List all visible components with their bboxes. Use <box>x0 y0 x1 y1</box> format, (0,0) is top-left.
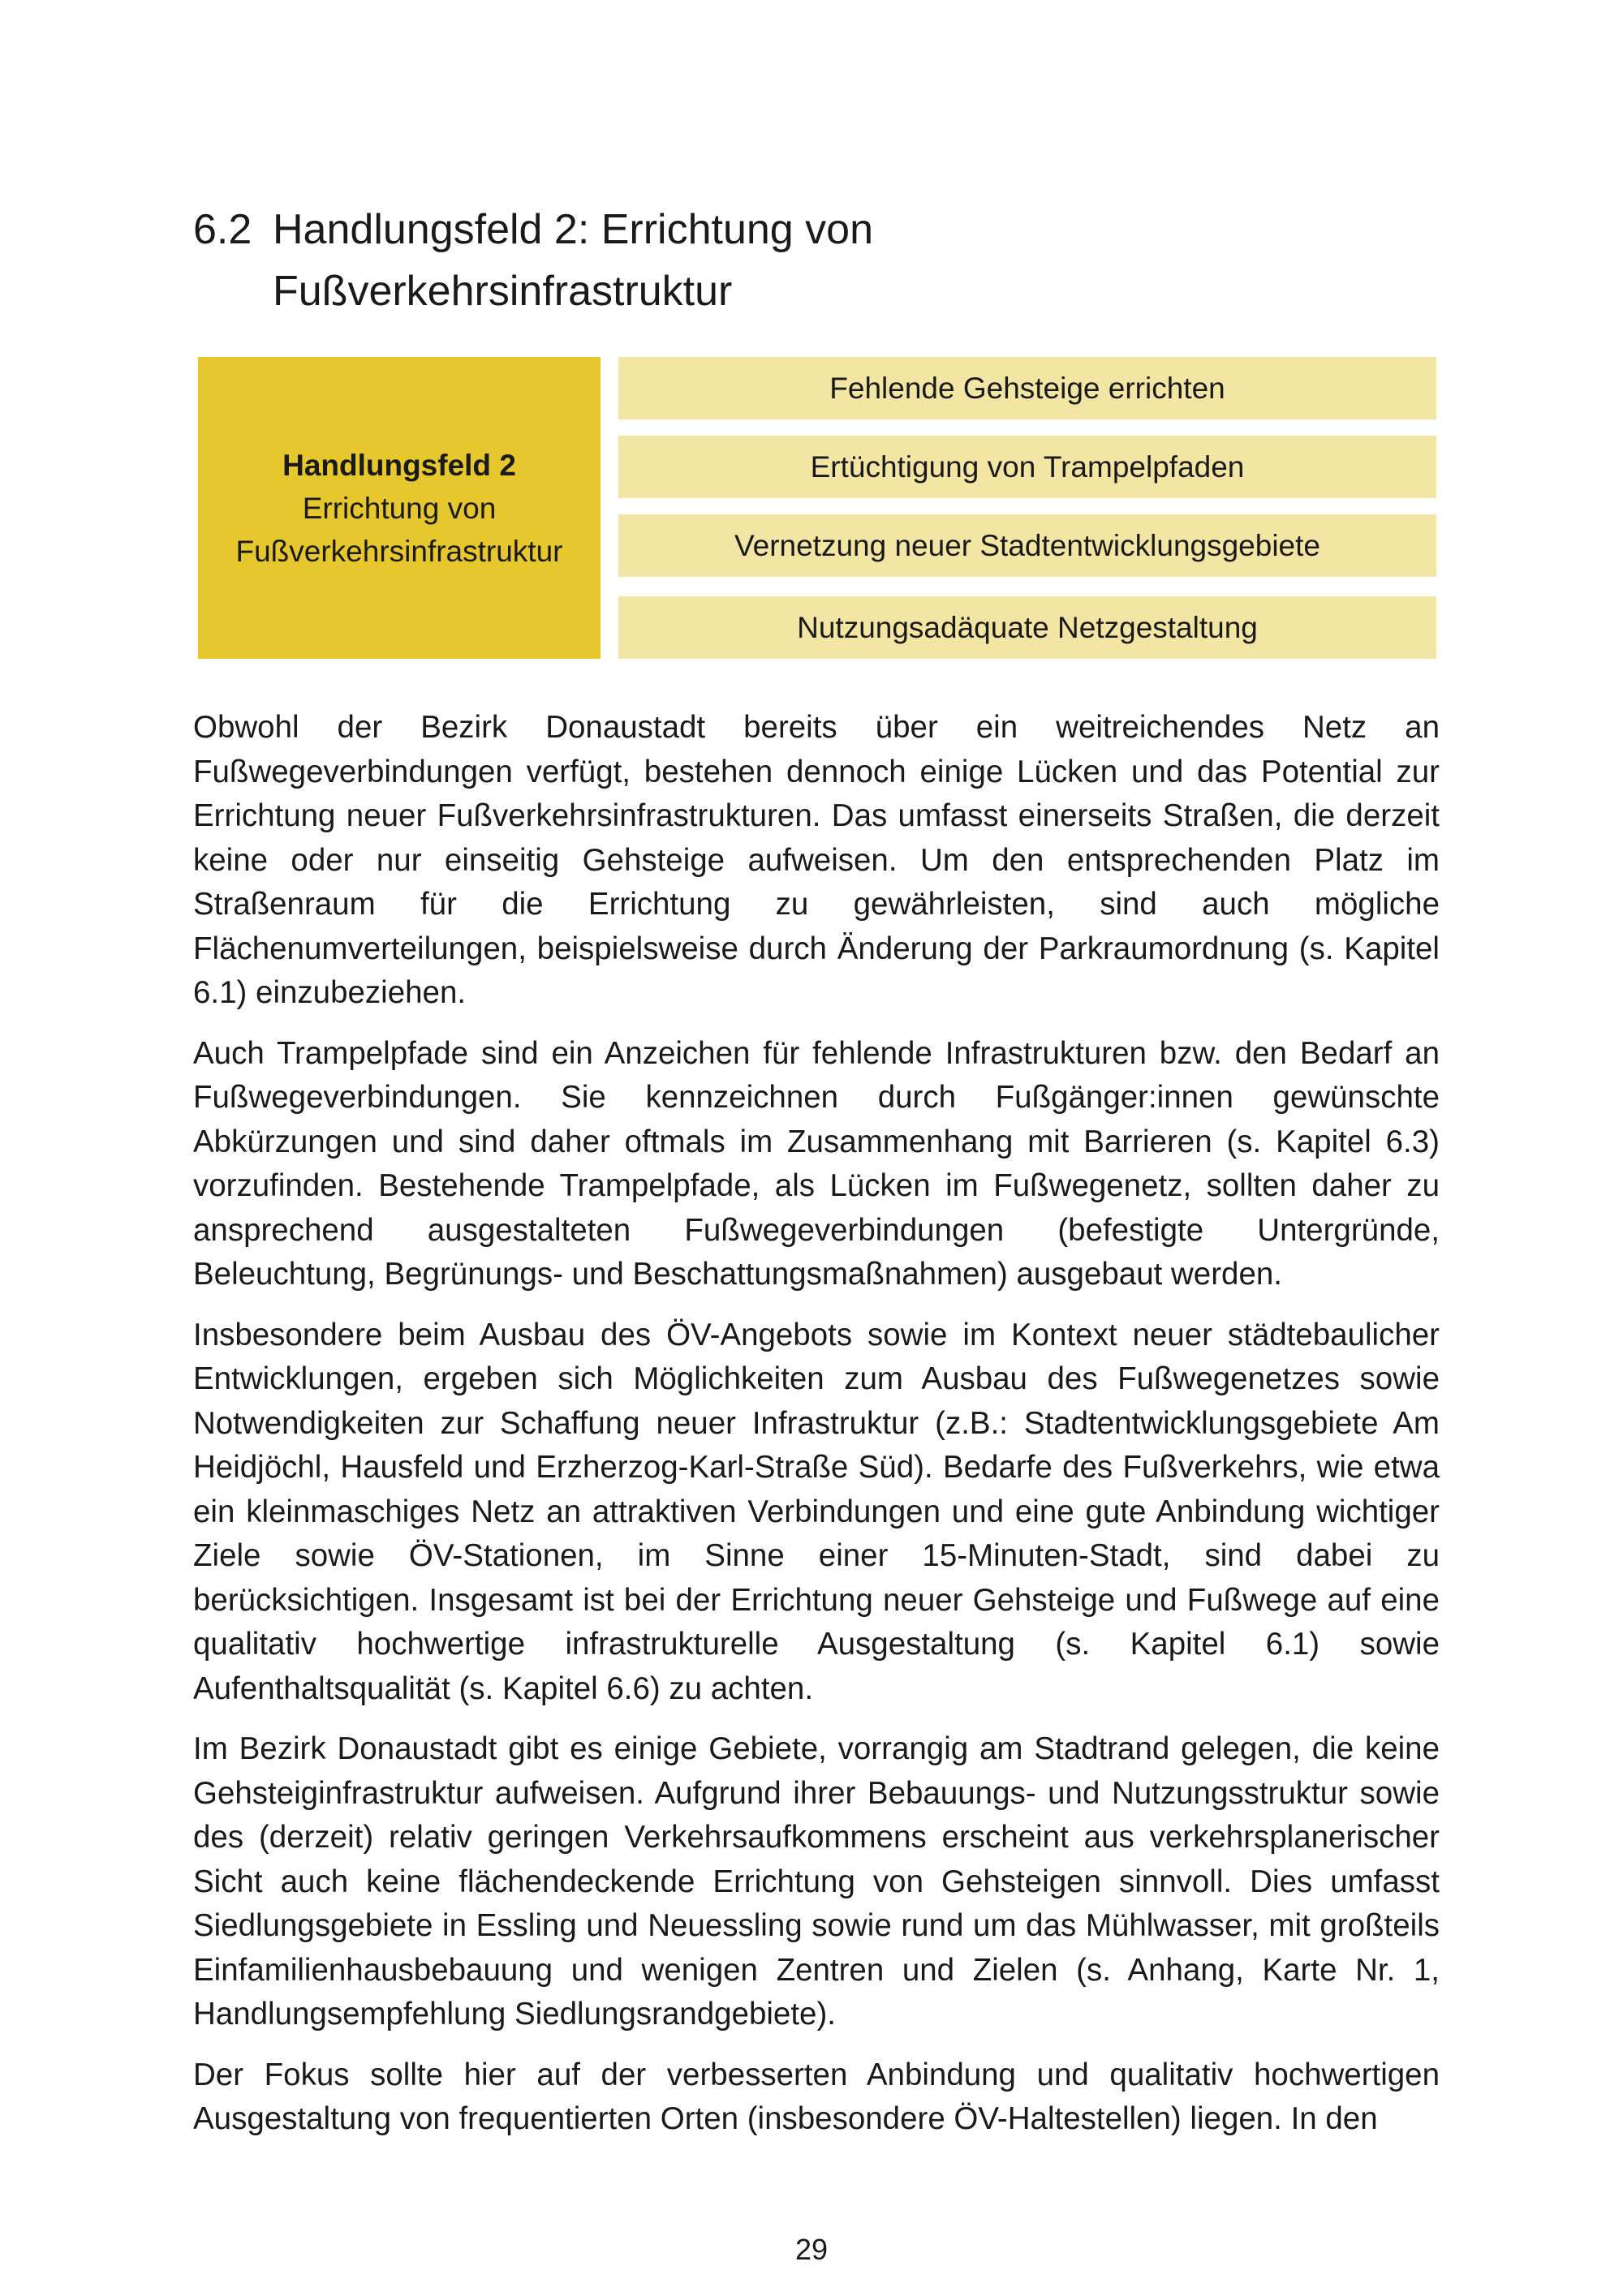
action-field-title: Handlungsfeld 2 <box>282 448 516 482</box>
body-text <box>193 706 1440 2158</box>
paragraph: Insbesondere beim Ausbau des ÖV-Angebots sowie im Kontext neuer städtebaulicher Entwicklungen, ergeben sich Möglichkeiten zum Ausbau des Fußwegenetzes sowie Notwendigkeiten zur Schaffung neuer Infrastruktur (z.B.: Stadtentwicklungsgebiete Am Heidjöchl, Hausfeld und Erzherzog-Karl-Straße Süd). Bedarfe des Fußverkehrs, wie etwa ein kleinmaschiges Netz an attraktiven Verbindungen und eine gute Anbindung wichtiger Ziele sowie ÖV-Stationen, im Sinne einer 15-Minuten-Stadt, sind dabei zu berücksichtigen. Insgesamt ist bei der Errichtung neuer Gehsteige und Fußwege auf eine qualitativ hochwertige infrastrukturelle Ausgestaltung (s. Kapitel 6.1) sowie Aufenthaltsqualität (s. Kapitel 6.6) zu achten. <box>193 1317 1440 1706</box>
paragraph: Der Fokus sollte hier auf der verbesserten Anbindung und qualitativ hochwertigen Ausgestaltung von frequentierten Orten (insbesondere ÖV-Haltestellen) liegen. In den <box>193 2057 1440 2136</box>
measure-item: Fehlende Gehsteige errichten <box>618 357 1436 419</box>
paragraph: Auch Trampelpfade sind ein Anzeichen für fehlende Infrastrukturen bzw. den Bedarf an Fußwegeverbindungen. Sie kennzeichnen durch Fußgänger:innen gewünschte Abkürzungen und sind daher oftmals im Zusammenhang mit Barrieren (s. Kapitel 6.3) vorzufinden. Bestehende Trampelpfade, als Lücken im Fußwegenetz, sollten daher zu ansprechend ausgestalteten Fußwegeverbindungen (befestigte Untergründe, Beleuchtung, Begrünungs- und Beschattungsmaßnahmen) ausgebaut werden. <box>193 1035 1440 1292</box>
action-field-diagram <box>198 357 1436 659</box>
action-field-main-box <box>198 357 601 659</box>
measure-item: Nutzungsadäquate Netzgestaltung <box>618 596 1436 659</box>
section-title-line2: Fußverkehrsinfrastruktur <box>273 268 733 315</box>
measure-item: Ertüchtigung von Trampelpfaden <box>618 436 1436 498</box>
action-field-subtitle-line1: Errichtung von <box>302 491 497 525</box>
measure-item: Vernetzung neuer Stadtentwicklungsgebiete <box>618 514 1436 577</box>
paragraph: Obwohl der Bezirk Donaustadt bereits über ein weitreichendes Netz an Fußwegeverbindungen verfügt, bestehen dennoch einige Lücken und das Potential zur Errichtung neuer Fußverkehrsinfrastrukturen. Das umfasst einerseits Straßen, die derzeit keine oder nur einseitig Gehsteige aufweisen. Um den entsprechenden Platz im Straßenraum für die Errichtung zu gewährleisten, sind auch mögliche Flächenumverteilungen, beispielsweise durch Änderung der Parkraumordnung (s. Kapitel 6.1) einzubeziehen. <box>193 710 1440 1010</box>
measures-list <box>618 357 1436 659</box>
section-number: 6.2 <box>193 206 252 253</box>
action-field-subtitle-line2: Fußverkehrsinfrastruktur <box>235 534 563 568</box>
section-title-line1: Handlungsfeld 2: Errichtung von <box>273 206 874 253</box>
paragraph: Im Bezirk Donaustadt gibt es einige Gebiete, vorrangig am Stadtrand gelegen, die keine Gehsteiginfrastruktur aufweisen. Aufgrund ihrer Bebauungs- und Nutzungsstruktur sowie des (derzeit) relativ geringen Verkehrsaufkommens erscheint aus verkehrsplanerischer Sicht auch keine flächendeckende Errichtung von Gehsteigen sinnvoll. Dies umfasst Siedlungsgebiete in Essling und Neuessling sowie rund um das Mühlwasser, mit großteils Einfamilienhausbebauung und wenigen Zentren und Zielen (s. Anhang, Karte Nr. 1, Handlungsempfehlung Siedlungsrandgebiete). <box>193 1731 1440 2032</box>
section-heading <box>193 199 1443 322</box>
page-number: 29 <box>794 2233 829 2266</box>
